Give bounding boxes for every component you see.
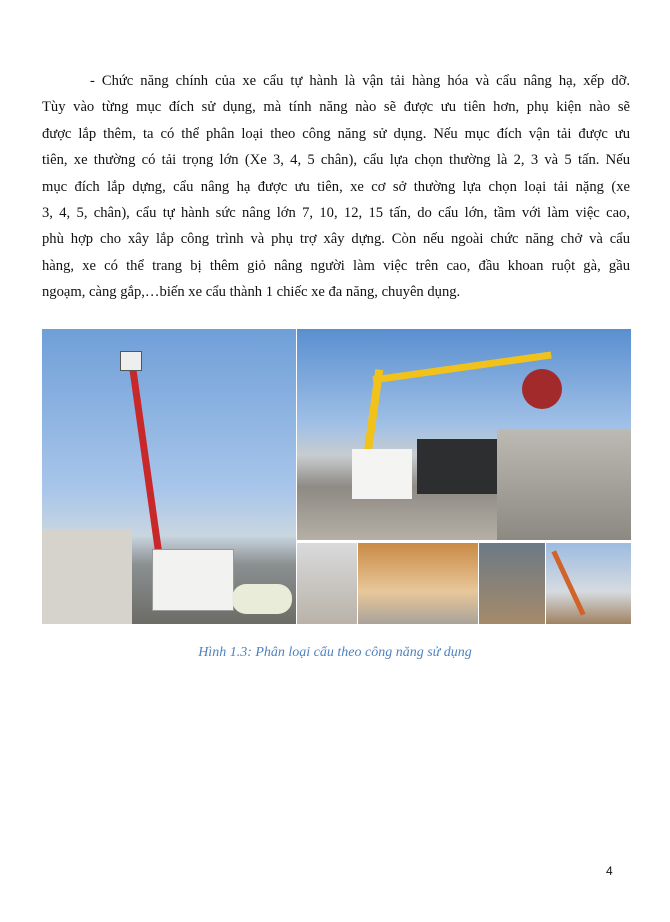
text-line: phù hợp cho xây lắp công trình và phụ trợ xây dựng. Còn nếu ngoài chức năng chở và cẩu	[42, 231, 630, 248]
photo-grapple-crane-truck	[297, 329, 631, 540]
page-number: 4	[606, 864, 613, 878]
photo-aerial-basket-crane	[42, 329, 296, 624]
photo-auger-drill	[479, 543, 545, 624]
text-line: tiên, xe thường có tải trọng lớn (Xe 3, 4, 5 chân), cẩu lựa chọn thường là 2, 3 và 5 tấn. Nếu	[42, 152, 630, 169]
photo-drilling-crane	[546, 543, 631, 624]
text-line: ngoạm, càng gắp,…biến xe cẩu thành 1 chiếc xe đa năng, chuyên dụng.	[42, 284, 461, 301]
text-line: 3, 4, 5, chân), cẩu tự hành sức nâng lớn 7, 10, 12, 15 tấn, do cẩu lớn, tầm với làm việc cao,	[42, 204, 630, 221]
figure-crane-types	[42, 329, 631, 624]
figure-caption: Hình 1.3: Phân loại cẩu theo công năng sử dụng	[198, 645, 472, 660]
text-line: mục đích lắp dựng, cẩu nâng hạ được ưu tiên, xe cơ sở thường lựa chọn loại tải nặng (xe	[42, 178, 630, 195]
photo-grapple-attachment	[297, 543, 357, 624]
text-line: Tùy vào từng mục đích sử dụng, mà tính năng nào sẽ được ưu tiên hơn, phụ kiện nào sẽ	[42, 99, 630, 116]
photo-multi-grapple-truck	[358, 543, 478, 624]
text-line: hàng, xe có thể trang bị thêm giỏ nâng người làm việc trên cao, đầu khoan ruột gà, gầu	[42, 257, 630, 274]
text-line: - Chức năng chính của xe cẩu tự hành là vận tải hàng hóa và cẩu nâng hạ, xếp dỡ.	[90, 73, 630, 89]
body-paragraph	[42, 68, 630, 306]
text-line: được lắp thêm, ta có thể phân loại theo công năng sử dụng. Nếu mục đích vận tải được ưu	[42, 125, 630, 142]
